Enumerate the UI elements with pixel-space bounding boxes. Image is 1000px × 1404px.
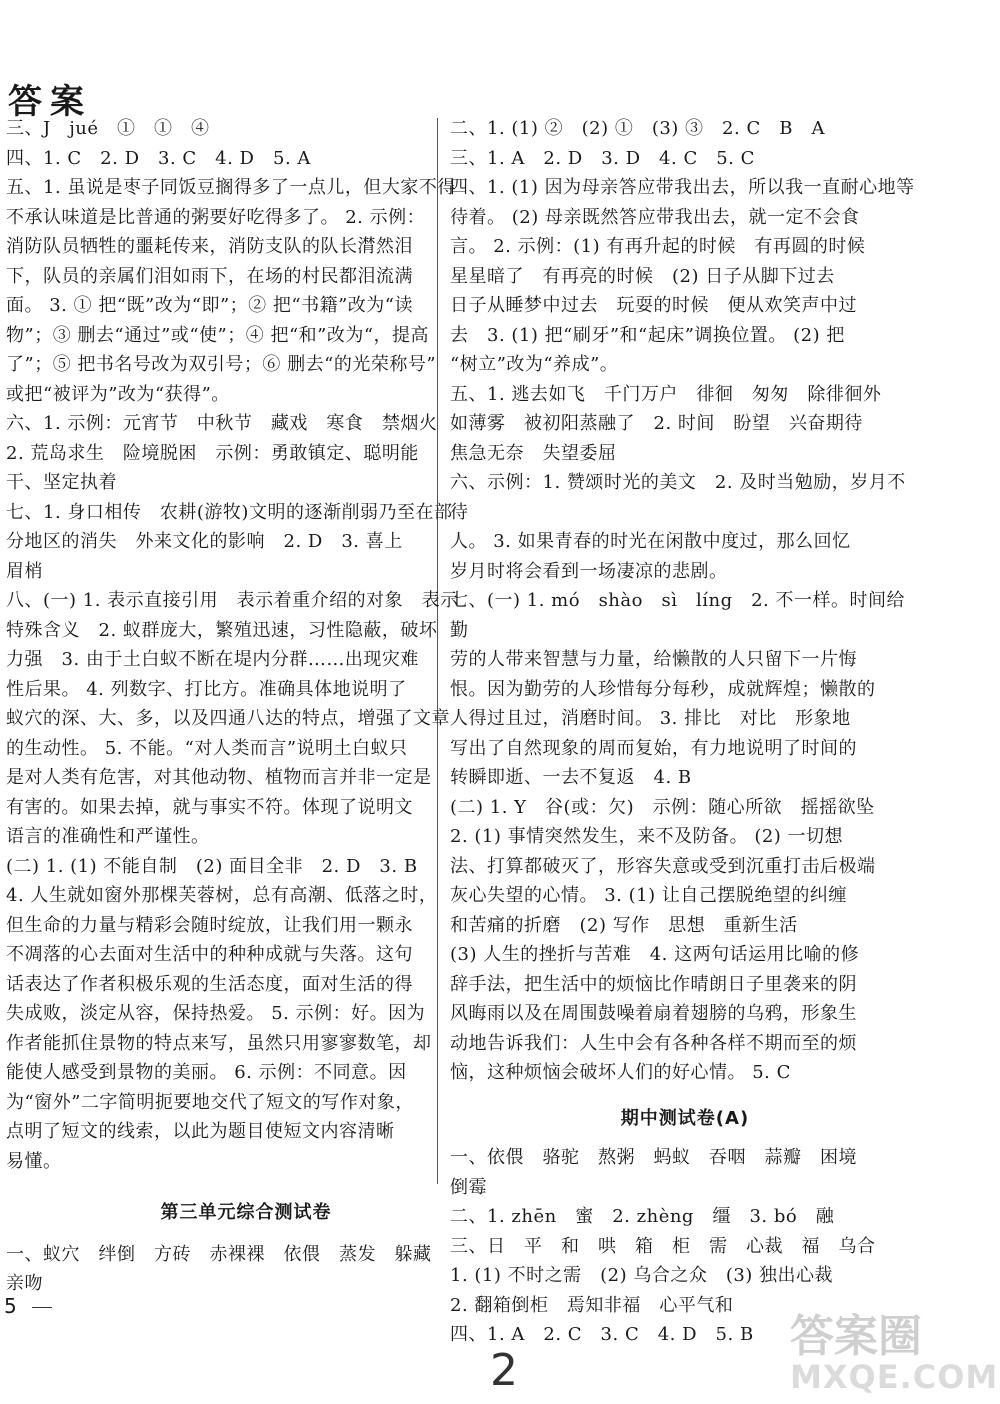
answer-line: 有害的。如果去掉，就与事实不符。体现了说明文 (6, 796, 413, 818)
answer-line: 2. (1) 事情突然发生，来不及防备。 (2) 一切想 (450, 826, 844, 847)
answer-line: 五、1. 虽说是枣子同饭豆搁得多了一点儿，但大家不得 (6, 177, 456, 198)
watermark-text-cn: 答案圈 (790, 1311, 922, 1362)
answer-line: (3) 人生的挫折与苦难 4. 这两句话运用比喻的修 (450, 944, 860, 965)
answer-line: 不凋落的心去面对生活中的种种成就与失落。这句 (6, 944, 413, 965)
answer-line: 能使人感受到景物的美丽。 6. 示例：不同意。因 (6, 1062, 407, 1083)
answer-line: 三、日 平 和 哄 箱 柜 需 心裁 福 乌合 (450, 1235, 876, 1257)
answer-line: 2. 荒岛求生 险境脱困 示例：勇敢镇定、聪明能 (6, 442, 419, 464)
answer-line: 七、(一) 1. mó shào sì líng 2. 不一样。时间给勤 (450, 590, 905, 641)
answer-line: 下，队员的亲属们泪如雨下，在场的村民都泪流满 (6, 265, 413, 287)
answer-line: 二、1. zhēn 蜜 2. zhèng 缰 3. bó 融 (450, 1206, 835, 1227)
answer-line: 待着。 (2) 母亲既然答应带我出去，就一定不会食 (450, 206, 860, 228)
answer-line: 和苦痛的折磨 (2) 写作 思想 重新生活 (450, 914, 798, 936)
answer-line: 六、示例：1. 赞颂时光的美文 2. 及时当勉励，岁月不待 (450, 472, 906, 523)
answer-line: 三、J jué ① ① ④ (6, 118, 210, 139)
answer-line: 为“窗外”二字简明扼要地交代了短文的写作对象， (6, 1091, 414, 1113)
answer-line: 或把“被评为”改为“获得”。 (6, 383, 230, 405)
answer-line: 焦急无奈 失望委屈 (450, 442, 617, 464)
answer-line: 语言的准确性和严谨性。 (6, 826, 210, 847)
answer-line: 面。 3. ① 把“既”改为“即”；② 把“书籍”改为“读 (6, 295, 413, 316)
answer-line: 岁月时将会看到一场凄凉的悲剧。 (450, 560, 728, 582)
watermark-logo (790, 1300, 999, 1396)
answer-line: 分地区的消失 外来文化的影响 2. D 3. 喜上 (6, 531, 403, 552)
left-block-2 (6, 1240, 466, 1299)
page-number: 5 (4, 1294, 17, 1318)
answer-line: 六、1. 示例：元宵节 中秋节 藏戏 寒食 禁烟火 (6, 413, 438, 434)
page-number-dash (32, 1307, 52, 1308)
answer-line: 力强 3. 由于土白蚁不断在堤内分群……出现灾难 (6, 649, 419, 670)
answer-line: 二、1. (1) ② (2) ① (3) ③ 2. C B A (450, 118, 825, 139)
answer-line: 去 3. (1) 把“刷牙”和“起床”调换位置。 (2) 把 (450, 324, 845, 346)
answer-line: 四、1. A 2. C 3. C 4. D 5. B (450, 1324, 754, 1345)
left-column (6, 114, 466, 1299)
answer-line: 了”；⑤ 把书名号改为双引号；⑥ 删去“的光荣称号” (6, 354, 437, 375)
answer-line: 2. 翻箱倒柜 焉知非福 心平气和 (450, 1294, 734, 1316)
answer-line: 人得过且过，消磨时间。 3. 排比 对比 形象地 (450, 708, 851, 729)
section-title-midterm: 期中测试卷(A) (620, 1107, 750, 1129)
right-block-1 (450, 114, 920, 1088)
answer-line: 物”；③ 删去“通过”或“使”；④ 把“和”改为“，提高 (6, 324, 430, 346)
answer-line: 恨。因为勤劳的人珍惜每分每秒，成就辉煌；懒散的 (450, 678, 876, 700)
answer-line: 倒霉 (450, 1176, 487, 1198)
answer-line: 的生动性。 5. 不能。“对人类而言”说明土白蚁只 (6, 737, 408, 759)
left-block-1 (6, 114, 466, 1176)
answer-line: 干、坚定执着 (6, 472, 117, 493)
answer-line: 消防队员牺牲的噩耗传来，消防支队的队长潸然泪 (6, 236, 413, 257)
answer-line: 1. (1) 不时之需 (2) 乌合之众 (3) 独出心裁 (450, 1265, 834, 1286)
answer-line: “树立”改为“养成”。 (450, 354, 619, 375)
answer-line: 一、蚁穴 绊倒 方砖 赤裸裸 依偎 蒸发 躲藏 (6, 1243, 432, 1265)
answer-line: 四、1. C 2. D 3. C 4. D 5. A (6, 147, 311, 169)
answer-line: 转瞬即逝、一去不复返 4. B (450, 767, 692, 788)
answer-line: 眉梢 (6, 560, 43, 582)
answer-line: 失成败，淡定从容，保持热爱。 5. 示例：好。因为 (6, 1003, 426, 1024)
answer-line: 但生命的力量与精彩会随时绽放，让我们用一颗永 (6, 914, 413, 936)
answer-line: 五、1. 逃去如飞 千门万户 徘徊 匆匆 除徘徊外 (450, 383, 882, 405)
answer-line: 话表达了作者积极乐观的生活态度，面对生活的得 (6, 973, 413, 995)
answer-line: 易懂。 (6, 1150, 62, 1172)
answer-line: 作者能抓住景物的特点来写，虽然只用寥寥数笔，却 (6, 1032, 432, 1054)
answer-line: 风晦雨以及在周围鼓噪着扇着翅膀的乌鸦，形象生 (450, 1003, 857, 1024)
answer-line: 七、1. 身口相传 农耕(游牧)文明的逐渐削弱乃至在部 (6, 501, 453, 523)
answer-line: 法、打算都破灭了，形容失意或受到沉重打击后极端 (450, 855, 876, 877)
answer-line: 八、(一) 1. 表示直接引用 表示着重介绍的对象 表示 (6, 590, 459, 611)
answer-line: 蚁穴的深、大、多，以及四通八达的特点，增强了文章 (6, 708, 450, 729)
answer-line: (二) 1. Y 谷(或：欠) 示例：随心所欲 摇摇欲坠 (450, 796, 875, 818)
answer-line: 亲吻 (6, 1273, 43, 1294)
answer-line: 言。 2. 示例：(1) 有再升起的时候 有再圆的时候 (450, 236, 866, 257)
answer-line: 4. 人生就如窗外那棵芙蓉树，总有高潮、低落之时， (6, 885, 438, 906)
page-title: 答案 (8, 82, 92, 122)
answer-line: 特殊含义 2. 蚁群庞大，繁殖迅速，习性隐蔽，破坏 (6, 619, 438, 641)
answer-line: 是对人类有危害，对其他动物、植物而言并非一定是 (6, 767, 432, 788)
answer-line: 三、1. A 2. D 3. D 4. C 5. C (450, 147, 755, 169)
answer-line: 四、1. (1) 因为母亲答应带我出去，所以我一直耐心地等 (450, 177, 915, 198)
answer-line: 如薄雾 被初阳蒸融了 2. 时间 盼望 兴奋期待 (450, 413, 863, 434)
answer-line: 辞手法，把生活中的烦恼比作晴朗日子里袭来的阴 (450, 973, 857, 995)
answer-line: 灰心失望的心情。 3. (1) 让自己摆脱绝望的纠缠 (450, 885, 847, 906)
watermark-text-en: MXQE.COM (790, 1358, 999, 1396)
answer-line: (二) 1. (1) 不能自制 (2) 面目全非 2. D 3. B (6, 855, 418, 877)
answer-line: 恼，这种烦恼会破坏人们的好心情。 5. C (450, 1062, 791, 1083)
answer-line: 性后果。 4. 列数字、打比方。准确具体地说明了 (6, 678, 407, 700)
answer-line: 点明了短文的线索，以此为题目使短文内容清晰 (6, 1121, 395, 1142)
answer-line: 一、依偎 骆驼 熬粥 蚂蚁 吞咽 蒜瓣 困境 (450, 1147, 857, 1168)
handwritten-mark: 2 (490, 1345, 518, 1396)
answer-line: 不承认味道是比普通的粥要好吃得多了。 2. 示例： (6, 206, 426, 228)
right-column (450, 114, 920, 1350)
answer-line: 劳的人带来智慧与力量，给懒散的人只留下一片悔 (450, 649, 857, 670)
answer-line: 写出了自然现象的周而复始，有力地说明了时间的 (450, 737, 857, 759)
answer-line: 星星暗了 有再亮的时候 (2) 日子从脚下过去 (450, 265, 835, 287)
answer-line: 日子从睡梦中过去 玩耍的时候 便从欢笑声中过 (450, 295, 857, 316)
section-title-unit3: 第三单元综合测试卷 (160, 1202, 332, 1223)
answer-line: 人。 3. 如果青春的时光在闲散中度过，那么回忆 (450, 531, 851, 552)
answer-line: 动地告诉我们：人生中会有各种各样不期而至的烦 (450, 1032, 857, 1054)
